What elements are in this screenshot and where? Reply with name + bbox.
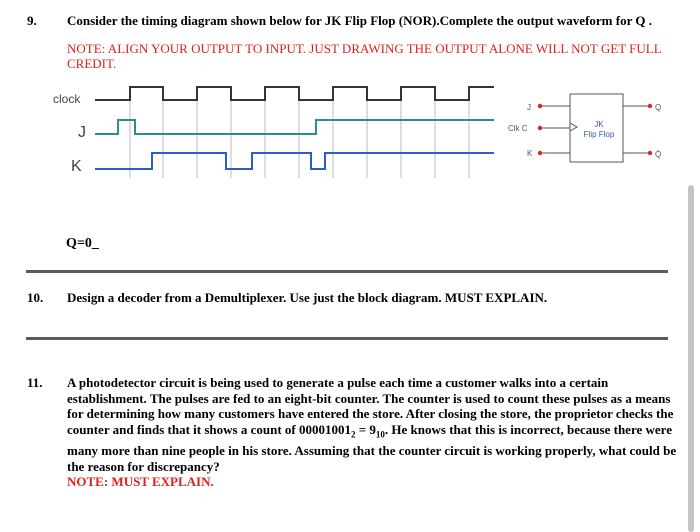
question-11-text-part2: . He knows that this is incorrect, because there were many more than nine people in his store. Assuming that the counter circuit is working properly, what could be the reason for discrepancy? [67,421,677,474]
pin-clk-label: Clk C [508,124,528,133]
block-label-line1: JK [594,120,604,129]
question-9-note: NOTE: ALIGN YOUR OUTPUT TO INPUT. JUST DRAWING THE OUTPUT ALONE WILL NOT GET FULL CREDIT. [67,41,662,71]
initial-q-value: Q=0_ [66,236,99,251]
timing-diagram [0,80,700,190]
jk-flip-flop-block [508,94,661,162]
j-label: J [78,124,86,141]
question-10-text: Design a decoder from a Demultiplexer. Use just the block diagram. MUST EXPLAIN. [67,290,548,305]
block-label-line2: Flip Flop [583,130,615,139]
question-11-text-part1: A photodetector circuit is being used to generate a pulse each time a customer walks into a certain establishment. The pulses are fed to an eight-bit counter. The counter is used to count these pulses as a means for determining how many customers have entered the store. After closing the store, the proprietor checks the counter and finds that it shows a count of 00001001 [67,375,674,437]
scrollbar[interactable] [688,185,694,532]
question-number-11: 11. [27,375,43,390]
question-11-note: NOTE: MUST EXPLAIN. [67,474,214,490]
clock-label: clock [53,92,81,106]
pin-j-label: J [527,103,531,112]
pin-k-label: K [527,149,533,158]
question-9-title: Consider the timing diagram shown below for JK Flip Flop (NOR).Complete the output waveform for Q . [67,13,652,28]
question-number-10: 10. [27,290,44,305]
out-qbar-label: Q̄ [655,150,662,159]
j-waveform [95,120,494,134]
question-11-text [67,375,682,490]
k-label: K [71,158,82,175]
subscript-base-10: 10 [375,429,385,440]
clock-waveform [95,87,494,100]
divider [26,270,668,273]
out-q-label: Q [655,103,662,112]
question-11-equals: = 9 [355,421,376,437]
divider [26,337,668,340]
k-waveform [95,153,494,169]
question-number-9: 9. [27,13,37,28]
subscript-base-2: 2 [351,429,356,440]
